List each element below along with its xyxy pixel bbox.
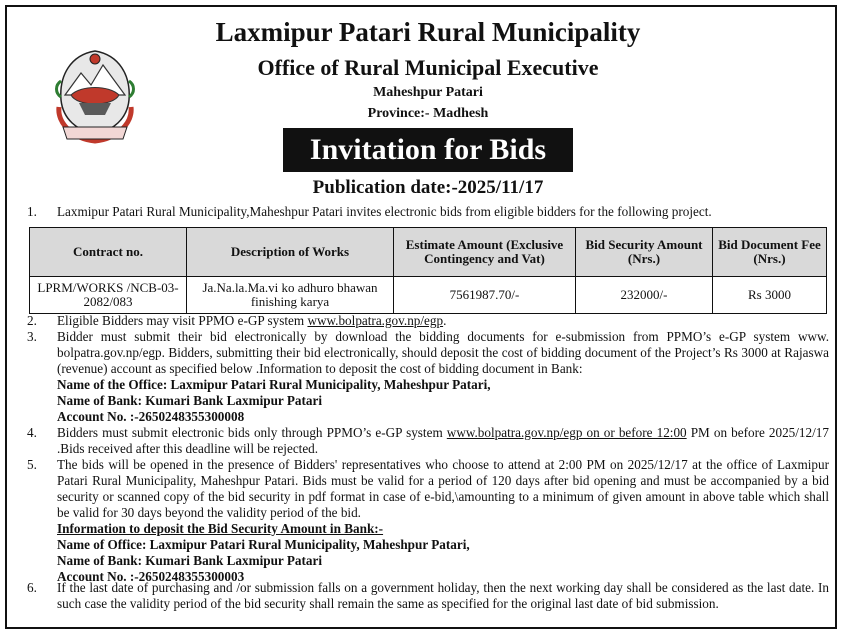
- paragraph-text-part: Eligible Bidders may visit PPMO e-GP system: [57, 313, 308, 328]
- table-cell: Rs 3000: [713, 277, 827, 314]
- paragraph-text: If the last date of purchasing and /or submission falls on a government holiday, then the next working day shall be considered as the last date. In such case the validity period of the bid security shall remain the same as specified for the original last date of bid submission.: [57, 580, 829, 611]
- publication-date: Publication date:-2025/11/17: [312, 177, 544, 198]
- paragraph-number: 5.: [27, 457, 37, 472]
- paragraph-text: [57, 425, 829, 457]
- column-header: Description of Works: [187, 228, 394, 277]
- bolpatra-link[interactable]: www.bolpatra.gov.np/egp: [307, 313, 444, 328]
- table-cell: LPRM/WORKS /NCB-03-2082/083: [30, 277, 187, 314]
- paragraph-text-part: PM on before 2025/12/17 .Bids received after this deadline will be rejected.: [57, 425, 829, 456]
- municipality-title: Laxmipur Patari Rural Municipality: [215, 17, 641, 47]
- table-header-row: [30, 228, 827, 277]
- invitation-banner: Invitation for Bids: [283, 128, 573, 172]
- table-row: [30, 277, 827, 314]
- paragraph-text: The bids will be opened in the presence of Bidders' representatives who choose to attend at 2:00 PM on 2025/12/17 at the office of Laxmipur Patari Rural Municipality, Maheshpur Patari. Bids must be valid for a period of 120 days after bid opening and must be accompanied by a bid security or scanned copy of the bid security in pdf format in case of e-bid,\amounting to a minimum of given amount in above table which shall be valid for 30 days beyond the validity period of the bid.: [57, 457, 829, 520]
- place-name: Maheshpur Patari: [373, 85, 483, 100]
- account-number-line: Account No. :-2650248355300003: [57, 569, 245, 584]
- paragraph-text: Laxmipur Patari Rural Municipality,Maheshpur Patari invites electronic bids from eligible bidders for the following project.: [57, 204, 712, 219]
- paragraph-text: [57, 313, 829, 329]
- table-cell: 7561987.70/-: [394, 277, 576, 314]
- column-header: Estimate Amount (Exclusive Contingency and Vat): [394, 228, 576, 277]
- province-name: Province:- Madhesh: [367, 106, 489, 121]
- office-title: Office of Rural Municipal Executive: [257, 55, 599, 80]
- table-cell: 232000/-: [576, 277, 713, 314]
- bid-security-heading: Information to deposit the Bid Security Amount in Bank:-: [57, 521, 384, 536]
- account-number-line: Account No. :-2650248355300008: [57, 409, 245, 424]
- paragraph-number: 2.: [27, 313, 37, 328]
- paragraph-text: Bidder must submit their bid electronically by download the bidding documents for e-submission from PPMO’s e-GP system www. bolpatra.gov.np/egp. Bidders, submitting their bid electronically, should deposit the cost of bidding document of the Project’s Rs 3000 at Rajaswa (revenue) account as specified below .Information to deposit the cost of bidding document in Bank:: [57, 329, 829, 376]
- bid-notice-page: [5, 5, 837, 629]
- paragraph-number: 3.: [27, 329, 37, 344]
- paragraph-number: 4.: [27, 425, 37, 440]
- column-header: Bid Document Fee (Nrs.): [713, 228, 827, 277]
- bolpatra-link[interactable]: www.bolpatra.gov.np/egp on or before 12:00: [446, 425, 687, 440]
- office-name-line: Name of Office: Laxmipur Patari Rural Municipality, Maheshpur Patari,: [57, 537, 470, 552]
- paragraph-body: [57, 329, 829, 425]
- office-name-line: Name of the Office: Laxmipur Patari Rural Municipality, Maheshpur Patari,: [57, 377, 491, 392]
- column-header: Bid Security Amount (Nrs.): [576, 228, 713, 277]
- paragraph-number: 6.: [27, 580, 37, 595]
- paragraph-text-part: Bidders must submit electronic bids only through PPMO’s e-GP system: [57, 425, 447, 440]
- paragraph-number: 1.: [27, 204, 37, 219]
- table-cell: Ja.Na.la.Ma.vi ko adhuro bhawan finishing karya: [187, 277, 394, 314]
- column-header: Contract no.: [30, 228, 187, 277]
- bank-name-line: Name of Bank: Kumari Bank Laxmipur Patari: [57, 393, 322, 408]
- paragraph-body: [57, 457, 829, 585]
- bank-name-line: Name of Bank: Kumari Bank Laxmipur Patari: [57, 553, 322, 568]
- bid-table: [29, 227, 827, 314]
- paragraph-text-end: .: [443, 313, 447, 328]
